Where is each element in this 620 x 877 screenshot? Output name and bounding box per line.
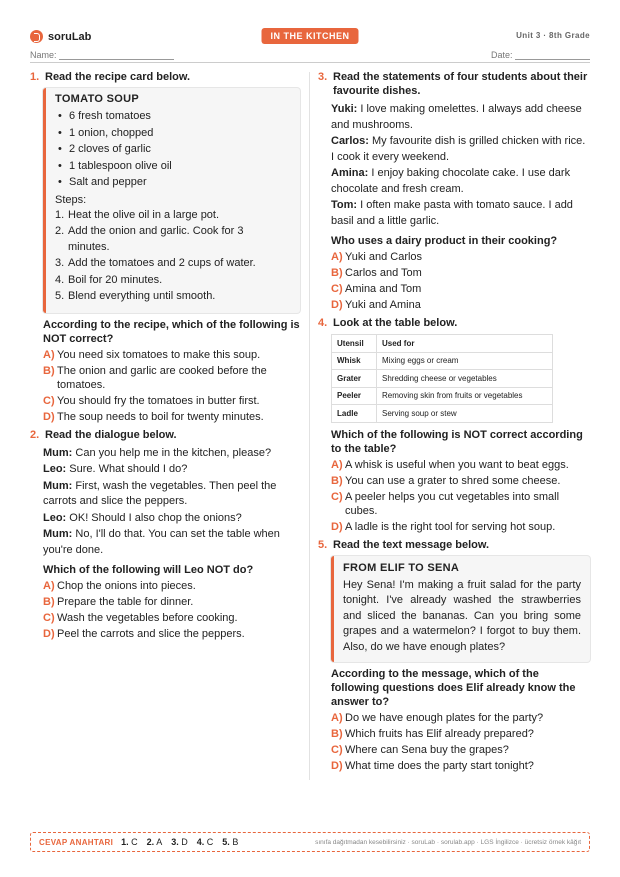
answer-letter: B [232, 837, 239, 847]
option-text: Where can Sena buy the grapes? [345, 744, 509, 756]
answer-key-item [147, 837, 163, 847]
dialogue-line [43, 527, 300, 558]
answer-number: 2. [146, 837, 155, 847]
option-text: A whisk is useful when you want to beat eggs. [345, 458, 569, 471]
option-letter: D) [43, 628, 55, 640]
option-letter: C) [331, 744, 343, 756]
option-a[interactable] [43, 348, 300, 362]
option-letter: C) [331, 283, 343, 295]
option-letter: B) [43, 596, 55, 608]
date-label: Date: [490, 50, 513, 60]
table-row [332, 387, 553, 405]
speaker: Carlos: [331, 135, 369, 147]
right-column [318, 70, 590, 777]
option-letter: D) [331, 520, 343, 533]
list-item: • 1 onion, chopped [55, 125, 292, 142]
option-text: Do we have enough plates for the party? [345, 712, 544, 724]
line-text: Can you help me in the kitchen, please? [75, 446, 272, 459]
option-text: What time does the party start tonight? [345, 760, 534, 772]
option-list [331, 250, 590, 312]
option-b[interactable] [331, 727, 590, 741]
answer-number: 5. [222, 837, 230, 847]
steps-label: Steps: [55, 193, 87, 206]
table-row [332, 405, 553, 423]
step-text: Boil for 20 minutes. [68, 273, 163, 286]
recipe-title: TOMATO SOUP [55, 93, 139, 105]
option-letter: A) [331, 251, 343, 263]
step-text: Blend everything until smooth. [68, 290, 216, 302]
option-text: Peel the carrots and slice the peppers. [57, 628, 245, 640]
option-text: The soup needs to boil for twenty minutes. [57, 410, 264, 423]
step-text: Add the tomatoes and 2 cups of water. [68, 257, 256, 269]
option-text: Which fruits has Elif already prepared? [345, 728, 534, 740]
dialogue-line [43, 462, 300, 478]
statement [331, 134, 590, 165]
option-letter: C) [43, 394, 55, 407]
step-item [55, 208, 292, 224]
column-header: Utensil [332, 335, 377, 353]
step-list [55, 208, 292, 305]
option-letter: A) [43, 580, 55, 592]
table-header-row [332, 335, 553, 353]
answer-letter: C [131, 837, 138, 847]
option-d[interactable] [43, 410, 300, 424]
question-number: 3. [318, 71, 328, 83]
list-item: • 2 cloves of garlic [55, 141, 292, 158]
answer-number: 1. [121, 837, 129, 847]
table-cell: Removing skin from fruits or vegetables [377, 387, 553, 405]
dialogue-line [43, 446, 300, 462]
answer-key-label: CEVAP ANAHTARI [39, 837, 114, 847]
option-text: A peeler helps you cut vegetables into small cubes. [345, 490, 560, 517]
answer-number: 3. [171, 837, 179, 847]
step-number: 5. [55, 290, 65, 302]
option-text: Yuki and Amina [345, 299, 421, 311]
table-cell: Mixing eggs or cream [377, 352, 553, 370]
option-letter: C) [43, 612, 55, 624]
list-item: • 1 tablespoon olive oil [55, 158, 292, 175]
table-cell: Ladle [332, 405, 377, 423]
ingredient-list [55, 108, 292, 191]
speaker: Mum: [43, 446, 73, 459]
step-item [55, 224, 292, 255]
question-1 [30, 70, 300, 424]
brand-logo [30, 30, 91, 43]
name-line [59, 51, 174, 60]
recipe-card [43, 88, 300, 313]
answer-number: 4. [196, 837, 205, 847]
line-text: No, I'll do that. You can set the table when you're done. [43, 528, 280, 556]
option-text: Chop the onions into pieces. [57, 580, 196, 592]
table-cell: Grater [332, 370, 377, 388]
option-c[interactable] [43, 394, 300, 408]
table-row [332, 352, 553, 370]
left-column [30, 70, 300, 645]
question-5 [318, 538, 590, 774]
option-list [43, 348, 300, 424]
date-field [491, 50, 590, 60]
option-b[interactable] [331, 266, 590, 280]
question-prompt: Read the dialogue below. [45, 428, 177, 441]
date-line [515, 51, 590, 60]
option-letter: C) [331, 490, 343, 503]
question-4 [318, 316, 590, 534]
speaker: Mum: [43, 528, 73, 540]
option-d[interactable] [331, 759, 590, 773]
question-2 [30, 428, 300, 642]
statement-text: My favourite dish is grilled chicken with rice. I cook it every weekend. [331, 135, 586, 163]
step-number: 4. [55, 273, 65, 286]
speaker: Yuki: [331, 103, 358, 115]
step-item [55, 273, 292, 289]
column-header: Used for [377, 335, 553, 353]
question-number: 2. [30, 428, 40, 441]
line-text: First, wash the vegetables. Then peel the carrots and slice the peppers. [43, 479, 277, 507]
line-text: OK! Should I also chop the onions? [69, 511, 242, 524]
option-text: The onion and garlic are cooked before the tomatoes. [57, 364, 267, 391]
option-list [43, 579, 300, 641]
answer-key-strip [30, 832, 590, 852]
statement-text: I love making omelettes. I always add cheese and mushrooms. [331, 103, 582, 131]
option-text: Amina and Tom [345, 283, 422, 295]
question-prompt: Read the recipe card below. [45, 71, 191, 83]
answer-letter: C [206, 837, 214, 847]
column-divider [309, 72, 310, 780]
option-a[interactable] [43, 579, 300, 593]
question-stem: According to the recipe, which of the following is NOT correct? [43, 318, 300, 345]
table-cell: Serving soup or stew [377, 405, 553, 423]
name-field [30, 50, 174, 60]
answer-key-item [121, 837, 138, 847]
question-stem: Who uses a dairy product in their cooking? [331, 235, 558, 247]
step-item [55, 289, 292, 305]
table-cell: Shredding cheese or vegetables [377, 370, 553, 388]
answer-key-item [171, 837, 188, 847]
question-stem: Which of the following is NOT correct according to the table? [331, 428, 583, 455]
list-item: • 6 fresh tomatoes [55, 108, 292, 125]
statement-text: I often make pasta with tomato sauce. I add basil and a little garlic. [331, 199, 573, 227]
option-b[interactable] [331, 474, 590, 488]
table-cell: Whisk [332, 352, 377, 370]
step-number: 1. [55, 208, 65, 221]
answer-key-item [197, 837, 214, 847]
option-text: You should fry the tomatoes in butter first. [57, 394, 260, 407]
question-prompt: Read the statements of four students about their favourite dishes. [333, 71, 588, 97]
option-letter: D) [331, 299, 343, 311]
question-number: 4. [318, 317, 328, 329]
option-letter: D) [43, 410, 55, 423]
option-list [331, 711, 590, 773]
option-text: Carlos and Tom [345, 267, 422, 279]
step-text: Add the onion and garlic. Cook for 3 minutes. [68, 225, 244, 253]
speaker: Mum: [43, 479, 73, 492]
option-c[interactable] [43, 611, 300, 625]
option-text: Prepare the table for dinner. [57, 596, 194, 608]
option-text: Yuki and Carlos [345, 251, 423, 263]
step-item [55, 256, 292, 272]
question-stem: According to the message, which of the following questions does Elif already know the answer to? [331, 668, 576, 708]
table-row [332, 370, 553, 388]
question-stem: Which of the following will Leo NOT do? [43, 564, 254, 576]
option-letter: B) [331, 728, 343, 740]
brand-icon [30, 30, 43, 43]
option-b[interactable] [43, 364, 300, 392]
step-number: 3. [55, 257, 65, 269]
table-cell: Peeler [332, 387, 377, 405]
question-number: 1. [30, 71, 40, 83]
statement [331, 102, 590, 133]
line-text: Sure. What should I do? [69, 463, 188, 475]
statement-text: I enjoy baking chocolate cake. I use dark chocolate and fresh cream. [331, 167, 571, 195]
option-c[interactable] [331, 490, 590, 518]
option-a[interactable] [331, 458, 590, 472]
dialogue-line [43, 511, 300, 527]
option-letter: A) [331, 712, 343, 724]
name-label: Name: [30, 50, 57, 60]
speaker: Leo: [43, 511, 67, 524]
option-c[interactable] [331, 282, 590, 296]
topic-badge: IN THE KITCHEN [262, 28, 359, 44]
step-number: 2. [55, 225, 65, 237]
question-number: 5. [318, 538, 328, 551]
speaker: Amina: [331, 167, 369, 179]
option-d[interactable] [43, 627, 300, 641]
statement [331, 198, 590, 229]
question-prompt: Read the text message below. [333, 538, 490, 551]
option-text: A ladle is the right tool for serving hot soup. [345, 520, 556, 533]
text-message-card [331, 556, 590, 663]
message-title: FROM ELIF TO SENA [343, 561, 460, 574]
question-prompt: Look at the table below. [333, 317, 458, 329]
option-a[interactable] [331, 711, 590, 725]
question-3 [318, 70, 590, 312]
option-letter: D) [331, 760, 343, 772]
page-header [30, 28, 590, 64]
option-d[interactable] [331, 520, 590, 534]
option-letter: B) [43, 364, 55, 377]
speaker: Tom: [331, 199, 358, 211]
step-text: Heat the olive oil in a large pot. [68, 208, 220, 221]
message-body: Hey Sena! I'm making a fruit salad for the party tonight. I've already washed the strawberries and sliced the bananas. Can you bring some grapes and a watermelon? I forgot to buy them. Also, do we have enough plates? [343, 578, 581, 653]
option-text: You can use a grater to shred some cheese. [345, 474, 561, 487]
speaker: Leo: [43, 463, 67, 475]
option-letter: A) [43, 348, 55, 361]
list-item: • Salt and pepper [55, 174, 292, 191]
option-letter: B) [331, 474, 343, 487]
dialogue-line [43, 479, 300, 510]
option-text: You need six tomatoes to make this soup. [57, 348, 261, 361]
option-letter: A) [331, 458, 343, 471]
option-a[interactable] [331, 250, 590, 264]
footer-note: sınıfa dağıtmadan kesebilirsiniz · soruLab · sorulab.app · LGS İngilizce · ücretsiz örnek kâğıt [315, 838, 581, 846]
unit-label: Unit 3 · 8th Grade [516, 31, 590, 40]
statement [331, 166, 590, 197]
brand-name: soruLab [48, 30, 92, 43]
option-list [331, 458, 590, 534]
answer-letter: D [181, 837, 188, 847]
header-divider [30, 62, 590, 63]
option-letter: B) [331, 267, 343, 279]
option-c[interactable] [331, 743, 590, 757]
answer-key-item [222, 837, 238, 847]
utensil-table [331, 334, 553, 423]
answer-letter: A [156, 837, 163, 847]
option-d[interactable] [331, 298, 590, 312]
option-text: Wash the vegetables before cooking. [57, 612, 238, 624]
option-b[interactable] [43, 595, 300, 609]
